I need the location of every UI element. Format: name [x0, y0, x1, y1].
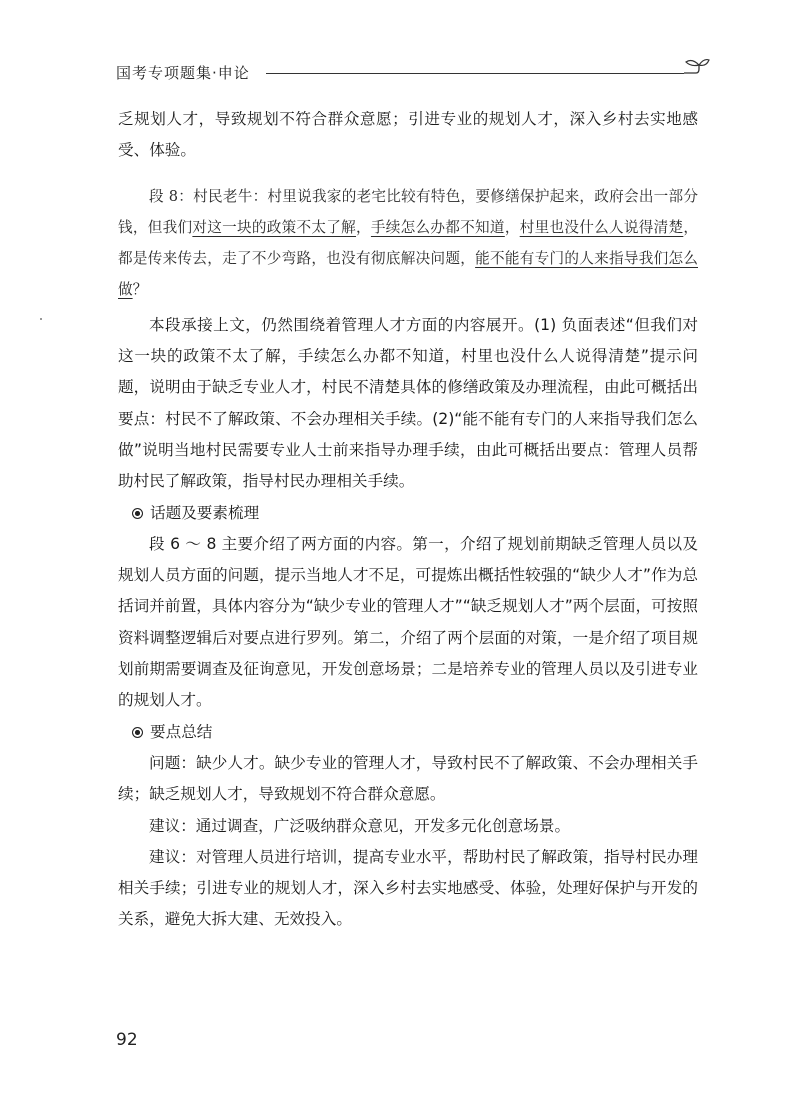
quote-text: ， [504, 218, 520, 236]
source-quote-paragraph [118, 181, 698, 306]
analysis-paragraph: 段 6 ～ 8 主要介绍了两方面的内容。第一，介绍了规划前期缺乏管理人员以及规划人员方面的问题，提示当地人才不足，可提炼出概括性较强的“缺少人才”作为总括词并前置，具体内容分为“缺少专业的管理人才”“缺乏规划人才”两个层面，可按照资料调整逻辑后对要点进行罗列。第二，介绍了两个层面的对策，一是介绍了项目规划前期需要调查及征询意见，开发创意场景；二是培养专业的管理人员以及引进专业的规划人才。 [118, 534, 698, 710]
summary-paragraph: 问题：缺少人才。缺少专业的管理人才，导致村民不了解政策、不会办理相关手续；缺乏规划人才，导致规划不符合群众意愿。 [118, 753, 698, 804]
bullet-icon [132, 727, 143, 738]
header-rule [266, 73, 684, 74]
paragraph-continuation: 乏规划人才，导致规划不符合群众意愿；引进专业的规划人才，深入乡村去实地感受、体验。 [118, 110, 698, 160]
section-heading [118, 717, 698, 748]
quote-text: ，都是传来传去，走了不少弯路，也没有彻底解决问题， [118, 218, 698, 268]
underlined-phrase: 能不能有专门的人来指导我们怎么做 [118, 250, 698, 299]
page-content [118, 104, 698, 936]
analysis-paragraph: 本段承接上文，仍然围绕着管理人才方面的内容展开。(1) 负面表述“但我们对这一块的政策不太了解，手续怎么办都不知道，村里也没什么人说得清楚”提示问题，说明由于缺乏专业人才，村民不清楚具体的修缮政策及办理流程，由此可概括出要点：村民不了解政策、不会办理相关手续。(2)“能不能有专门的人来指导我们怎么做”说明当地村民需要专业人士前来指导办理手续，由此可概括出要点：管理人员帮助村民了解政策，指导村民办理相关手续。 [118, 315, 698, 491]
sprout-icon [682, 56, 710, 82]
quote-lead: 段 8：村民老牛：村里说我家的老宅比较有特色，要修缮保护起来，政府会出一部分钱，但我们 [118, 187, 698, 236]
summary-paragraph: 建议：对管理人员进行培训，提高专业水平，帮助村民了解政策，指导村民办理相关手续；引进专业的规划人才，深入乡村去实地感受、体验，处理好保护与开发的关系，避免大拆大建、无效投入。 [118, 847, 698, 929]
section-heading [118, 498, 698, 529]
section-heading-label: 要点总结 [150, 722, 213, 741]
section-heading-label: 话题及要素梳理 [150, 503, 260, 522]
underlined-phrase: 对这一块的政策不太了解 [192, 218, 357, 236]
running-header [116, 58, 706, 88]
underlined-phrase: 手续怎么办都不知道 [370, 218, 505, 236]
underlined-phrase: 村里也没什么人说得清楚 [519, 218, 684, 236]
quote-text: ？ [132, 281, 148, 299]
page-number: 92 [116, 1030, 138, 1050]
header-title: 国考专项题集·申论 [116, 64, 250, 82]
scan-speck [40, 318, 42, 320]
quote-text: ， [356, 218, 371, 236]
bullet-icon [132, 508, 143, 519]
summary-paragraph: 建议：通过调查，广泛吸纳群众意见，开发多元化创意场景。 [149, 816, 571, 835]
